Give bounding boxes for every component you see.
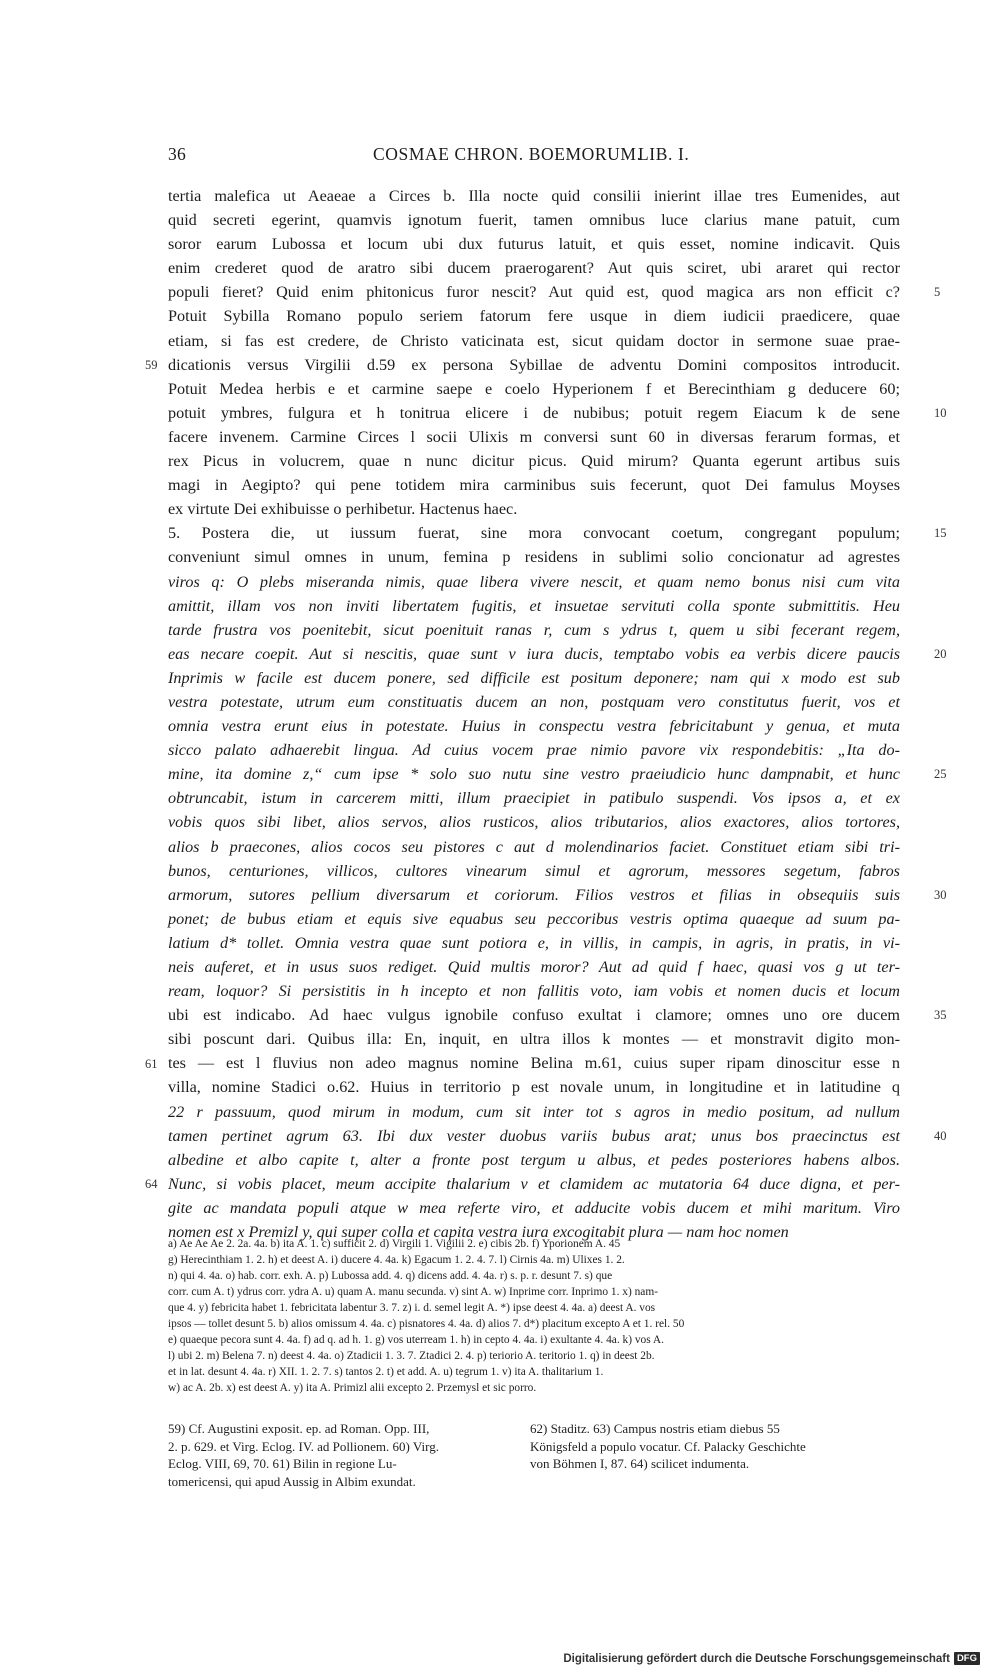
text-line: soror earum Lubossa et locum ubi dux futurus latuit, et quis esset, nomine indicavit. Quis xyxy=(168,235,900,254)
apparatus-line: g) Herecinthiam 1. 2. h) et deest A. i) ducere 4. 4a. k) Egacum 1. 2. 4. 7. l) Cirnis 4a. m) Ulixes 1. 2. xyxy=(168,1254,625,1266)
text-line: etiam, si fas est credere, de Christo vaticinata est, sicut quidam doctor in sermone suae prae- xyxy=(168,331,900,350)
text-line: latium d* tollet. Omnia vestra quae sunt potiora e, in villis, in campis, in agris, in pratis, in vi- xyxy=(168,933,900,952)
margin-number: 30 xyxy=(934,887,947,902)
apparatus-line: a) Ae Ae Ae 2. 2a. 4a. b) ita A. 1. c) sufficit 2. d) Virgili 1. Vigilii 2. e) cibis 2b. f) Yporionem A. 45 xyxy=(168,1238,621,1250)
text-line: dicationis versus Virgilii d.59 ex persona Sybillae de adventu Domini compositos introducit. xyxy=(168,355,900,374)
margin-number: 64 xyxy=(145,1177,158,1192)
credit-text: Digitalisierung gefördert durch die Deutsche Forschungsgemeinschaft xyxy=(563,1652,950,1665)
text-line: sibi poscunt dari. Quibus illa: En, inquit, en ultra illos k montes — et monstravit digito mon- xyxy=(168,1030,900,1049)
text-line: ream, loquor? Si persistitis in h incepto et non fallitis voto, iam vobis et nomen ducis et locum xyxy=(168,982,900,1001)
footnotes-column-1 xyxy=(168,1420,439,1490)
text-line: Nunc, si vobis placet, meum accipite thalarium v et clamidem ac mutatoria 64 duce digna, et per- xyxy=(168,1174,900,1193)
text-line: populi fieret? Quid enim phitonicus furor nescit? Aut quid est, quod magica ars non efficit c? xyxy=(168,283,900,302)
text-line: villa, nomine Stadici o.62. Huius in territorio p est novale unum, in longitudine et in latitudine q xyxy=(168,1078,900,1097)
margin-number: 40 xyxy=(934,1128,947,1143)
apparatus-line: n) qui 4. 4a. o) hab. corr. exh. A. p) Lubossa add. 4. q) dicens add. 4. 4a. r) s. p. r. desunt 7. s) que xyxy=(168,1270,613,1282)
text-line: bunos, centuriones, villicos, cultores vinearum simul et agrorum, messores segetum, fabros xyxy=(168,861,900,880)
text-line: vobis quos sibi libet, alios servos, alios rusticos, alios tributarios, alios exactores, alios tortores, xyxy=(168,813,900,832)
text-line: ponet; de bubus etiam et equis sive equabus seu peccoribus vestris optima quaeque ad suum pa- xyxy=(168,909,900,928)
book-label: LIB. I. xyxy=(638,144,690,164)
margin-number: 61 xyxy=(145,1056,158,1071)
margin-number: 20 xyxy=(934,646,947,661)
footnote-line: tomericensi, qui apud Aussig in Albim exundat. xyxy=(168,1473,416,1489)
apparatus-line: e) quaeque pecora sunt 4. 4a. f) ad q. ad h. 1. g) vos uterream 1. h) in cepto 4. 4a. i) exultante 4. 4a. k) vos A. xyxy=(168,1334,664,1346)
running-header xyxy=(168,144,878,170)
footnote-line: 62) Staditz. 63) Campus nostris etiam diebus 55 xyxy=(530,1421,780,1436)
main-text xyxy=(168,184,900,1244)
text-line: obtruncabit, istum in carcerem mitti, illum praecipiet in patibulo suspendi. Vos ipsos a, et ex xyxy=(168,789,900,808)
text-line: conveniunt simul omnes in unum, femina p residens in sublimi solio concionatur ad agrestes xyxy=(168,548,900,567)
running-title: COSMAE CHRON. BOEMORUM. xyxy=(373,144,642,164)
text-line: alios b praecones, alios cocos seu pistores c aut d molendinarios faciet. Constituet etiam sibi tri- xyxy=(168,837,900,856)
footnote-line: 59) Cf. Augustini exposit. ep. ad Roman. Opp. III, xyxy=(168,1421,430,1436)
text-line: potuit ymbres, fulgura et h tonitrua elicere i de nubibus; potuit regem Eiacum k de sene xyxy=(168,403,900,422)
critical-apparatus xyxy=(168,1236,948,1396)
apparatus-line: l) ubi 2. m) Belena 7. n) deest 4. 4a. o) Ztadicii 1. 3. 7. Ztadici 2. 4. p) teriorio A. teritorio 1. q) in deest 2b. xyxy=(168,1350,655,1362)
apparatus-line: corr. cum A. t) ydrus corr. ydra A. u) quam A. manu secunda. v) sint A. w) Inprime corr. Inprimo 1. x) nam- xyxy=(168,1286,659,1298)
text-line: tertia malefica ut Aeaeae a Circes b. Illa nocte quid consilii inierint illae tres Eumenides, aut xyxy=(168,187,900,205)
text-line: neis auferet, et in usus suos rediget. Quid multis moror? Aut ad quid f haec, quasi vos g ut ter- xyxy=(168,958,900,976)
text-line: 22 r passuum, quod mirum in modum, cum sit inter tot s agros in medio positum, ad nullum xyxy=(168,1102,900,1121)
dfg-logo-icon: DFG xyxy=(954,1652,980,1665)
margin-number: 5 xyxy=(934,285,941,300)
text-line: magi in Aegipto? qui pene totidem mira carminibus suis fecerunt, quot Dei famulus Moyses xyxy=(168,476,900,495)
text-line: armorum, sutores pellium diversarum et coriorum. Filios vestros et filias in obsequiis suis xyxy=(168,885,900,904)
footnote-line: von Böhmen I, 87. 64) scilicet indumenta. xyxy=(530,1456,750,1471)
text-line: omnia vestra erunt eius in potestate. Huius in conspectu vestra febricitabunt y genua, et muta xyxy=(168,717,900,736)
text-line: vestra potestate, utrum eum constituatis ducem an non, postquam vero constitutus fuerit, vos et xyxy=(168,692,900,711)
text-line: tes — est l fluvius non adeo magnus nomine Belina m.61, cuius super ripam dinoscitur esse n xyxy=(168,1054,900,1073)
text-line: ubi est indicabo. Ad haec vulgus ignobile confuso exultat i clamore; omnes uno ore ducem xyxy=(168,1006,900,1025)
text-line: tarde frustra vos poenitebit, sicut poenituit ranas r, cum s ydrus t, quem u sibi fecerant regem, xyxy=(168,620,900,639)
apparatus-line: ipsos — tollet desunt 5. b) alios omissum 4. 4a. c) pisnatores 4. 4a. d) alios 7. d*) placitum excepto A et 1. rel. 50 xyxy=(168,1318,685,1330)
margin-number: 25 xyxy=(934,767,947,782)
text-line: facere invenem. Carmine Circes l socii Ulixis m conversi sunt 60 in diversas ferarum formas, et xyxy=(168,427,900,446)
text-line: Potuit Medea herbis e et carmine saepe e coelo Hyperionem f et Berecinthiam g deducere 60; xyxy=(168,379,900,398)
text-line: albedine et albo capite t, alter a fronte post tergum u albus, et pedes posteriores habens albos. xyxy=(168,1150,900,1169)
page-number: 36 xyxy=(168,144,187,164)
text-line: ex virtute Dei exhibuisse o perhibetur. Hactenus haec. xyxy=(168,500,518,519)
apparatus-line: w) ac A. 2b. x) est deest A. y) ita A. Primizl alii excepto 2. Przemysl et sic porro. xyxy=(168,1382,537,1394)
text-line: Inprimis w facile est ducem ponere, sed difficile est positum deponere; nam qui x modo est sub xyxy=(168,668,900,687)
text-line: eas necare coepit. Aut si nescitis, quae sunt v iura ducis, temptabo vobis ea verbis dicere paucis xyxy=(168,644,900,663)
text-line: gite ac mandata populi atque w mea referte viro, et adducite vobis ducem et mihi maritum. Viro xyxy=(168,1198,900,1217)
apparatus-line: que 4. y) febricita habet 1. febricitata labentur 3. 7. z) i. d. semel legit A. *) ipse deest 4. 4a. a) deest A. vos xyxy=(168,1302,656,1314)
footnote-line: Eclog. VIII, 69, 70. 61) Bilin in regione Lu- xyxy=(168,1456,397,1471)
text-line: Potuit Sybilla Romano populo seriem fatorum fere usque in diem iudicii praedicere, quae xyxy=(168,307,900,326)
text-line: rex Picus in volucrem, quae n nunc dicitur picus. Quid mirum? Quanta egerunt artibus suis xyxy=(168,452,900,471)
footnotes-column-2 xyxy=(530,1420,806,1473)
text-line: nomen est x Premizl y, qui super colla et capita vestra iura excogitabit plura — nam hoc nomen xyxy=(168,1223,789,1242)
text-line: 5. Postera die, ut iussum fuerat, sine mora convocant coetum, congregant populum; xyxy=(168,524,900,543)
margin-number: 10 xyxy=(934,405,947,420)
text-line: mine, ita domine z,“ cum ipse * solo suo nutu sine vestro praeiudicio hunc dampnabit, et hunc xyxy=(168,765,900,784)
text-line: quid secreti egerint, quamvis ignotum fuerit, tamen omnibus luce clarius mane patuit, cum xyxy=(168,211,900,230)
text-line: sicco palato adhaerebit lingua. Ad cuius vocem prae nimio pavore vix respondebitis: „Ita do- xyxy=(168,741,900,760)
text-line: tamen pertinet agrum 63. Ibi dux vester duobus variis bubus arat; unus bos praecinctus est xyxy=(168,1126,900,1145)
text-line: amittit, illam vos non inviti libertatem fugitis, et insuetae servituti colla sponte submittitis. Heu xyxy=(168,596,900,615)
footnote-line: 2. p. 629. et Virg. Eclog. IV. ad Pollionem. 60) Virg. xyxy=(168,1438,439,1454)
margin-number: 35 xyxy=(934,1008,947,1023)
text-line: viros q: O plebs miseranda nimis, quae libera vivere nescit, et quam nemo bonus nisi cum vita xyxy=(168,572,900,591)
margin-number: 15 xyxy=(934,526,947,541)
footer-credit xyxy=(563,1652,980,1665)
apparatus-line: et in lat. desunt 4. 4a. r) XII. 1. 2. 7. s) tantos 2. t) et add. A. u) tegrum 1. v) ita A. thalitarium 1. xyxy=(168,1366,604,1378)
margin-number: 59 xyxy=(145,357,158,372)
footnote-line: Königsfeld a populo vocatur. Cf. Palacky Geschichte xyxy=(530,1438,806,1454)
text-line: enim crederet quod de aratro sibi ducem praerogarent? Aut quis sciret, ubi araret qui rector xyxy=(168,259,900,278)
